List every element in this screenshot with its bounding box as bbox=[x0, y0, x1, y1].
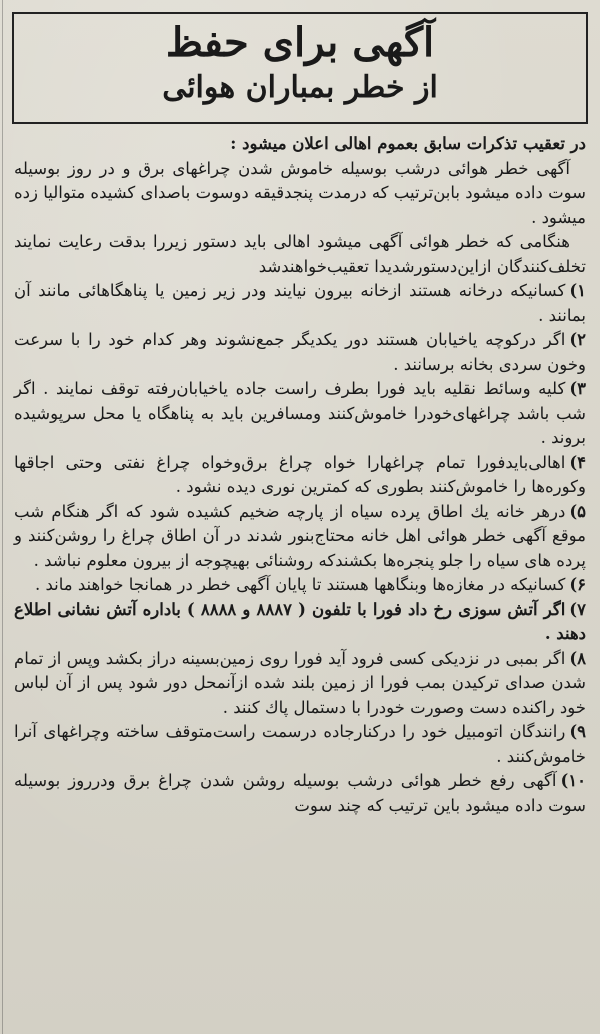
item-number: ۸) bbox=[569, 648, 586, 668]
list-item bbox=[14, 377, 586, 451]
paragraph-1: آگهی خطر هوائی درشب بوسیله خاموش شدن چراغهای برق و در روز بوسیله سوت داده میشود بابن‌ترتیب که درمدت پنجدقیقه دوسوت باصدای کشیده متوالیا زده میشود . bbox=[14, 158, 586, 227]
item-number: ۶) bbox=[569, 575, 586, 594]
list-item bbox=[14, 279, 586, 328]
intro-line: در تعقیب تذکرات سابق بعموم اهالی اعلان میشود : bbox=[230, 134, 586, 153]
item-number: ۱) bbox=[569, 281, 586, 300]
item-text: درهر خانه یك اطاق پرده سیاه از پارچه ضخیم کشیده شود که اگر هنگام شب موقع آگهی خطر هوائی اهل خانه محتاج‌بنور شدند در آن اطاق چراغ را روشن‌کنند و پرده های سیاه را جلو پنجره‌ها بکشند‌که روشنائی بهیچوجه از بیرون معلوم نباشد . bbox=[14, 501, 586, 570]
item-number: ۹) bbox=[569, 722, 586, 741]
list-item bbox=[14, 451, 586, 500]
item-number: ۱۰) bbox=[560, 771, 586, 790]
list-item bbox=[14, 647, 586, 721]
item-text: اگر آتش سوزی رخ داد فورا با تلفون ( ۸۸۸۷ و ۸۸۸۸ ) باداره آتش نشانی اطلاع دهند . bbox=[14, 599, 586, 643]
headline-subtitle: از خطر بمباران هوائی bbox=[162, 70, 438, 105]
list-item bbox=[14, 500, 586, 574]
item-text: رانندگان اتومبیل خود را درکنارجاده درسمت راست‌متوقف ساخته وچراغهای آنرا خاموش‌کنند . bbox=[14, 722, 586, 766]
item-text: کلیه وسائط نقلیه باید فورا بطرف راست جاده یاخیابان‌رفته توقف نمایند . اگر شب باشد چراغهای‌خودرا خاموش‌کنند ومسافرین باید به پناهگاه یا محل سرپوشیده بروند . bbox=[14, 379, 586, 447]
list-item bbox=[14, 720, 586, 769]
list-item bbox=[14, 328, 586, 377]
item-text: کسانیکه در مغازه‌ها وبنگاهها هستند تا پایان آگهی خطر در همانجا خواهند ماند . bbox=[34, 575, 566, 594]
item-text: اگر درکوچه یاخیابان هستند دور یکدیگر جمع‌نشوند وهر کدام خود را با سرعت وخون سردی بخانه برسانند . bbox=[14, 330, 586, 374]
item-number: ۳) bbox=[569, 379, 586, 398]
list-item bbox=[14, 769, 586, 818]
paragraph-2: هنگامی که خطر هوائی آگهی میشود اهالی باید دستور زیررا بدقت رعایت نمایند تخلف‌کنندگان ازاین‌دستورشدیدا تعقیب‌خواهندشد bbox=[14, 232, 586, 276]
item-text: اگر بمبی در نزدیکی کسی فرود آید فورا روی زمین‌بسینه دراز بکشد وپس از تمام شدن صدای ترکیدن بمب فورا از زمین بلند شده ازآنمحل دور شود پس از آن لباس خود راکنده دست وصورت خودرا با دستمال پاك کنند . bbox=[14, 648, 586, 717]
item-text: آگهی رفع خطر هوائی درشب بوسیله روشن شدن چراغ برق ودرروز بوسیله سوت داده میشود باین ترتیب که چند سوت bbox=[14, 771, 586, 815]
column-rule bbox=[2, 0, 3, 1034]
item-number: ۵) bbox=[569, 501, 586, 521]
article-body bbox=[8, 132, 592, 818]
item-number: ۷) bbox=[569, 599, 586, 619]
headline-title: آگهی برای حفظ bbox=[165, 19, 435, 66]
item-number: ۲) bbox=[569, 330, 586, 349]
list-item bbox=[14, 598, 586, 647]
item-text: اهالی‌بایدفورا تمام چراغهارا خواه چراغ برق‌وخواه چراغ نفتی وحتی اجاقها وکوره‌ها را خاموش‌کنند بطوری که کمترین نوری دیده نشود . bbox=[14, 452, 586, 496]
item-text: کسانیکه درخانه هستند ازخانه بیرون نیایند ودر زیر زمین یا پناهگاهائی مانند آن بمانند . bbox=[14, 281, 586, 325]
item-number: ۴) bbox=[569, 452, 586, 472]
list-item bbox=[14, 573, 586, 598]
headline-box bbox=[12, 12, 588, 124]
